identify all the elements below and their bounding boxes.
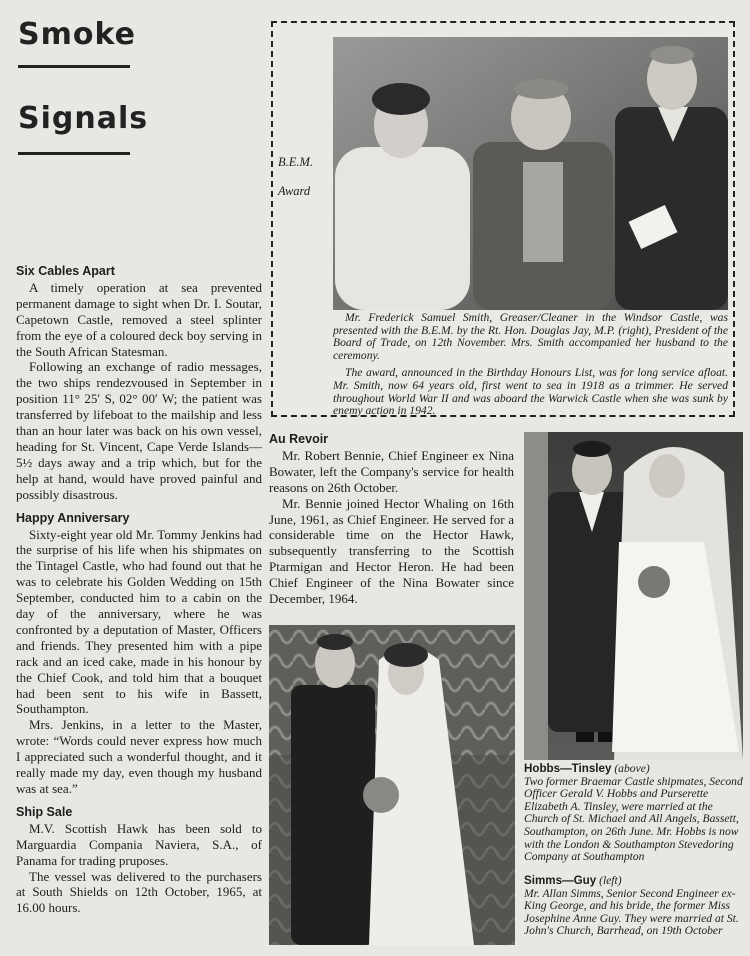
au-revoir-section (269, 432, 514, 607)
six-cables-heading: Six Cables Apart (16, 264, 115, 278)
happy-anniversary-p2: Mrs. Jenkins, in a letter to the Master, wrote: “Words could never express how much I appreciated such a wonderful thought, and it really made my day, even though my husband was at sea.” (16, 717, 262, 796)
hobbs-tinsley-position: (above) (614, 762, 650, 775)
happy-anniversary-p1: Sixty-eight year old Mr. Tommy Jenkins had the surprise of his life when his shipmates on the Tintagel Castle, who had found out that he was to celebrate his Golden Wedding on 15th September, conducted him to a cabin on the day of the anniversary, where he was confronted by a deputation of Master, Officers and friends. They presented him with a pipe rack and an iced cake, made in his honour by the Chief Cook, and told him that a bouquet had been sent to his wife in Bassett, Southampton. (16, 526, 262, 717)
au-revoir-heading: Au Revoir (269, 432, 329, 446)
ship-sale-p1: M.V. Scottish Hawk has been sold to Marguardia Compania Naviera, S.A., of Panama for trading pruposes. (16, 820, 262, 868)
au-revoir-p2: Mr. Bennie joined Hector Whaling on 16th June, 1961, as Chief Engineer. He served for a considerable time on the Hector Hawk, subsequently transferring to the Scottish Ptarmigan and Hector Heron. He had been Chief Engineer of the Nina Bowater since December, 1964. (269, 495, 514, 607)
ship-sale-heading: Ship Sale (16, 804, 73, 819)
masthead-rule-bottom (18, 152, 130, 155)
simms-guy-heading: Simms—Guy (524, 874, 597, 887)
simms-guy-position: (left) (599, 874, 622, 887)
happy-anniversary-heading: Happy Anniversary (16, 510, 130, 525)
hobbs-tinsley-photo (524, 432, 743, 760)
award-label: Award (278, 184, 311, 198)
hobbs-tinsley-text: Two former Braemar Castle shipmates, Second Officer Gerald V. Hobbs and Purserette Elizabeth A. Tinsley, were married at the Church of St. Michael and All Angels, Bassett, Southampton, on 26th June. Mr. Hobbs is now with the London & Southampton Stevedoring Company at Southampton (524, 774, 743, 864)
masthead-signals: Signals (18, 101, 149, 136)
masthead-smoke: Smoke (18, 17, 136, 52)
au-revoir-p1: Mr. Robert Bennie, Chief Engineer ex Nina Bowater, left the Company's service for health reasons on 26th October. (269, 447, 514, 495)
hobbs-tinsley-heading: Hobbs—Tinsley (524, 762, 612, 775)
hobbs-tinsley-caption (524, 763, 745, 864)
bem-label: B.E.M. (278, 155, 314, 169)
left-column (16, 264, 262, 916)
bem-caption-p2: The award, announced in the Birthday Honours List, was for long service afloat. Mr. Smith, now 64 years old, first went to sea in 1918 as a trimmer. He served throughout World War II and was aboard the Warwick Castle when she was sunk by enemy action in 1942. (333, 366, 728, 418)
six-cables-p2: Following an exchange of radio messages, the two ships rendezvoused in September in position 11° 25′ S, 02° 00′ W; the patient was transferred by lifeboat to the mailship and less than an hour later was back on his own vessel, heading for St. Vincent, Cape Verde Islands—5½ days away and a trip which, but for the help at hand, would have proved painful and possibly disastrous. (16, 359, 262, 502)
six-cables-p1: A timely operation at sea prevented permanent damage to sight when Dr. I. Soutar, Capetown Castle, removed a steel splinter from the eye of a coloured deck boy serving in the South African Statesman. (16, 279, 262, 359)
bem-caption-p1: Mr. Frederick Samuel Smith, Greaser/Cleaner in the Windsor Castle, was presented with the B.E.M. by the Rt. Hon. Douglas Jay, M.P. (right), President of the Board of Trade, on 12th November. Mrs. Smith accompanied her husband to the ceremony. (333, 311, 728, 362)
bem-award-photo (333, 37, 728, 310)
simms-guy-text: Mr. Allan Simms, Senior Second Engineer ex-King George, and his bride, the former Miss Josephine Anne Guy. They were married at St. John's Church, Barrhead, on 19th October (524, 886, 739, 938)
simms-guy-caption (524, 875, 745, 938)
simms-guy-photo (269, 625, 515, 945)
masthead-rule-top (18, 65, 130, 68)
bem-award-caption (333, 312, 728, 418)
ship-sale-p2: The vessel was delivered to the purchasers at South Shields on 12th October, 1965, at 16.00 hours. (16, 868, 262, 916)
